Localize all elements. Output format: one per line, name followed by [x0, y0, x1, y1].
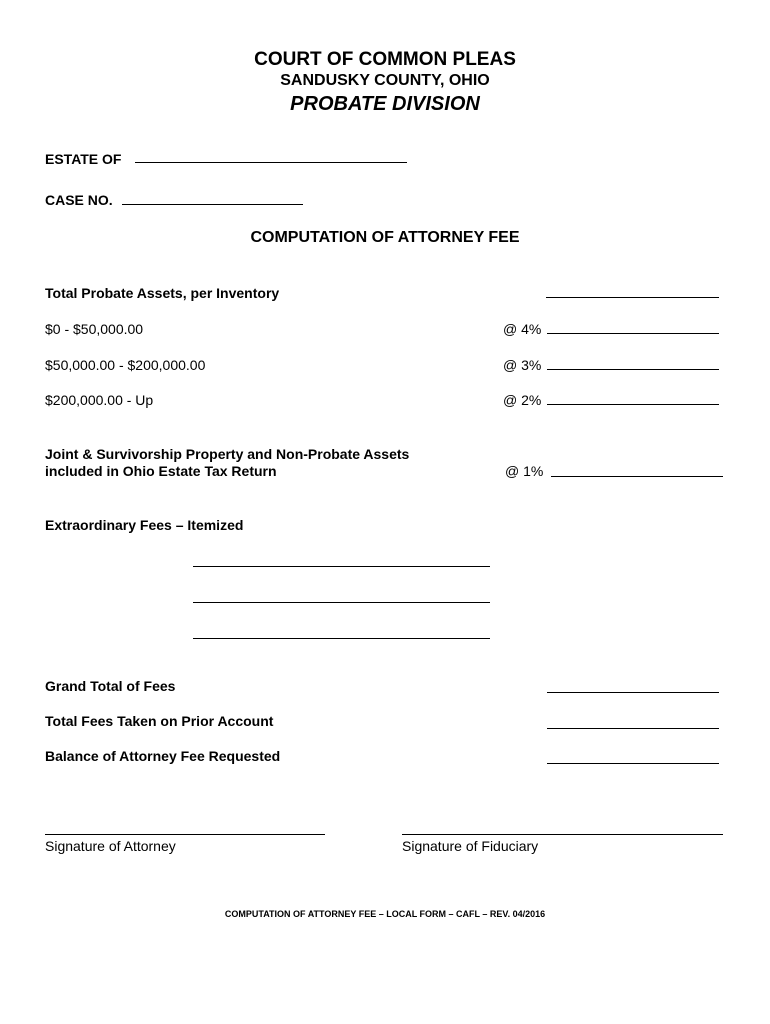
estate-of-label: ESTATE OF	[45, 151, 122, 167]
attorney-signature-line[interactable]	[45, 834, 325, 835]
fiduciary-signature-line[interactable]	[402, 834, 723, 835]
tier-3-rate: @ 2%	[503, 392, 542, 408]
extraordinary-fee-line-3[interactable]	[193, 638, 490, 639]
estate-of-field[interactable]	[135, 162, 407, 163]
court-name: COURT OF COMMON PLEAS	[254, 49, 516, 70]
extraordinary-fees-label: Extraordinary Fees – Itemized	[45, 517, 244, 533]
case-no-label: CASE NO.	[45, 192, 113, 208]
tier-1-field[interactable]	[547, 333, 719, 334]
balance-requested-field[interactable]	[547, 763, 719, 764]
prior-account-label: Total Fees Taken on Prior Account	[45, 713, 274, 729]
joint-survivorship-label-line1: Joint & Survivorship Property and Non-Probate Assets	[45, 446, 410, 462]
balance-requested-label: Balance of Attorney Fee Requested	[45, 748, 281, 764]
case-no-field[interactable]	[122, 204, 303, 205]
tier-1-range: $0 - $50,000.00	[45, 321, 144, 337]
total-probate-assets-field[interactable]	[546, 297, 719, 298]
grand-total-label: Grand Total of Fees	[45, 678, 176, 694]
extraordinary-fee-line-2[interactable]	[193, 602, 490, 603]
attorney-signature-label: Signature of Attorney	[45, 838, 176, 854]
joint-survivorship-label-line2: included in Ohio Estate Tax Return	[45, 463, 277, 479]
form-footer: COMPUTATION OF ATTORNEY FEE – LOCAL FORM – CAFL – REV. 04/2016	[224, 909, 546, 919]
tier-3-field[interactable]	[547, 404, 719, 405]
form-title: COMPUTATION OF ATTORNEY FEE	[250, 229, 520, 246]
tier-2-rate: @ 3%	[503, 357, 542, 373]
tier-3-range: $200,000.00 - Up	[45, 392, 154, 408]
grand-total-field[interactable]	[547, 692, 719, 693]
joint-survivorship-field[interactable]	[551, 476, 723, 477]
extraordinary-fee-line-1[interactable]	[193, 566, 490, 567]
county-name: SANDUSKY COUNTY, OHIO	[280, 72, 490, 89]
division-name: PROBATE DIVISION	[290, 93, 480, 115]
total-probate-assets-label: Total Probate Assets, per Inventory	[45, 285, 280, 301]
tier-2-range: $50,000.00 - $200,000.00	[45, 357, 206, 373]
tier-1-rate: @ 4%	[503, 321, 542, 337]
joint-survivorship-rate: @ 1%	[505, 463, 544, 479]
tier-2-field[interactable]	[547, 369, 719, 370]
prior-account-field[interactable]	[547, 728, 719, 729]
fiduciary-signature-label: Signature of Fiduciary	[402, 838, 539, 854]
